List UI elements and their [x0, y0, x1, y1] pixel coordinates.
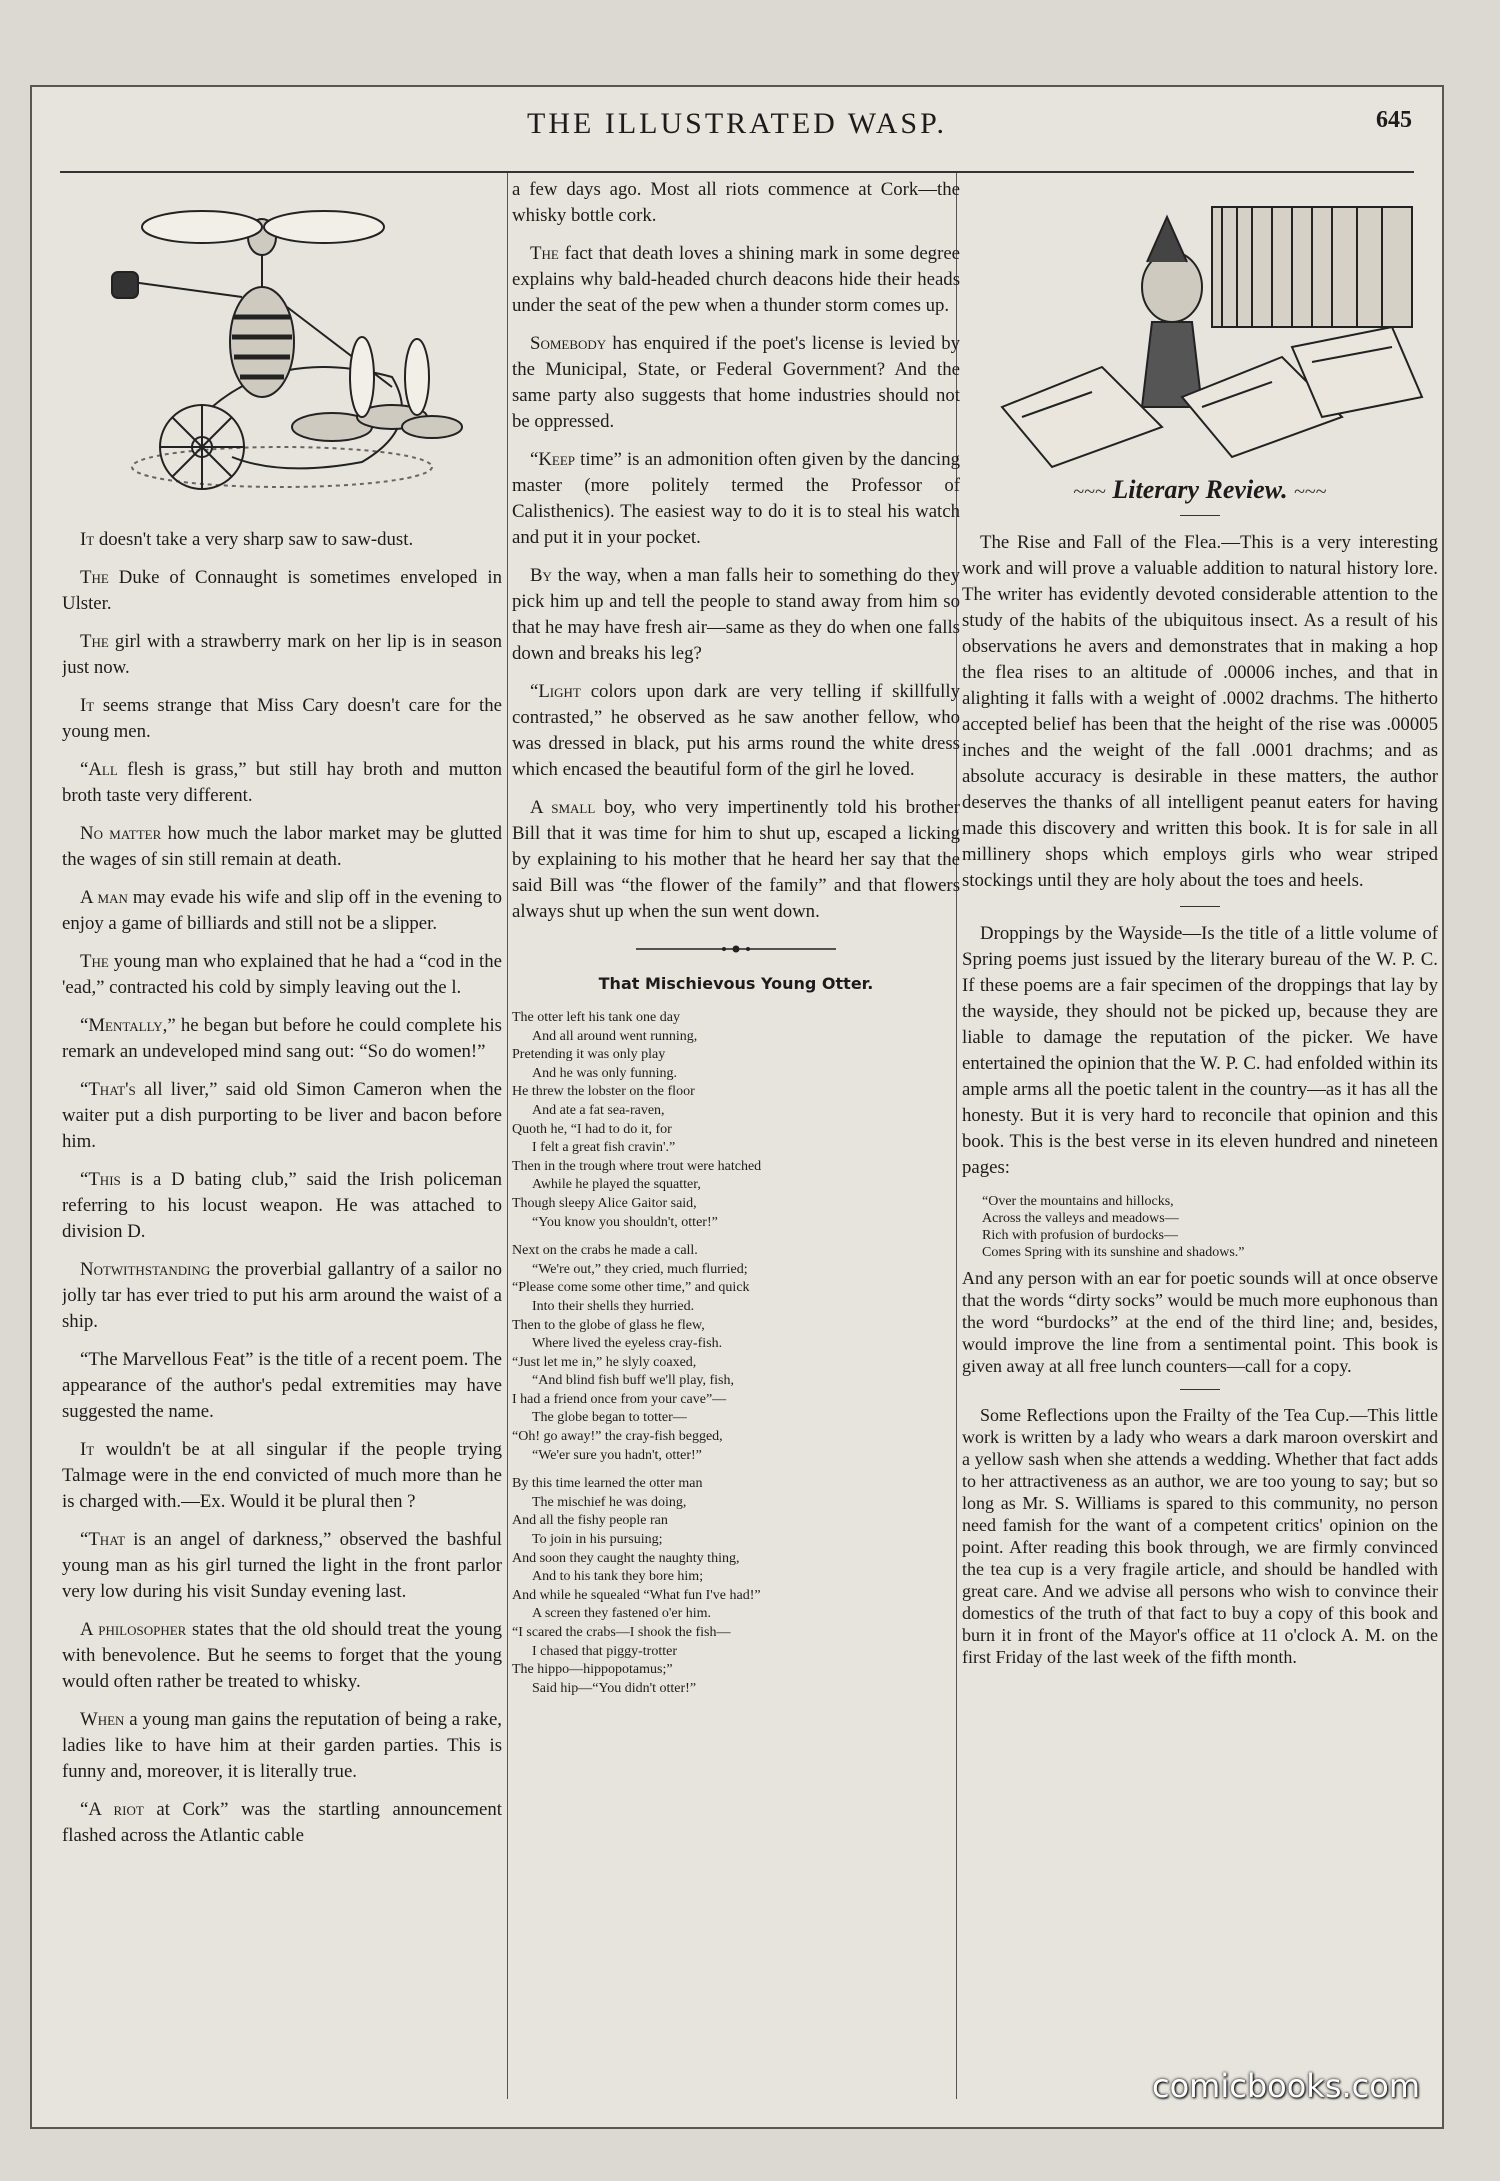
poem-line: Where lived the eyeless cray-fish. — [532, 1336, 723, 1352]
paragraph: No matter how much the labor market may be glutted the wages of sin still remain at death. — [62, 823, 502, 870]
poem-line: I chased that piggy-trotter — [532, 1643, 678, 1659]
poem-line: Quoth he, “I had to do it, for — [512, 1121, 672, 1137]
poem-line: “Just let me in,” he slyly coaxed, — [512, 1354, 697, 1370]
review-paragraph: Some Reflections upon the Frailty of the Tea Cup.—This little work is written by a lady who wears a dark maroon overskirt and a yellow sash when she attends a wedding. Whether that fact adds to her attractiveness as an author, we are too young to say; but so long as Mr. S. Williams is spared to this community, no person need famish for the want of a competent critics' opinion on the point. After reading this book through, we are firmly convinced the tea cup is a very fragile article, and should be handled with great care. And we advise all persons who wish to convince their domestics of the truth of that fact to buy a copy of this book and burn it in front of the Mayor's office at 11 o'clock A. M. on the first Friday of the last week of the fifth month. — [962, 1405, 1438, 1667]
paragraph: “That's all liver,” said old Simon Cameron when the waiter put a dish purporting to be liver and bacon before him. — [62, 1079, 502, 1152]
poem-line: “We'er sure you hadn't, otter!” — [532, 1447, 702, 1463]
section-title: ~~~ Literary Review. ~~~ — [1073, 475, 1327, 504]
poem-line: Into their shells they hurried. — [532, 1298, 695, 1314]
column-1 — [62, 177, 502, 2107]
paragraph: The girl with a strawberry mark on her lip is in season just now. — [62, 631, 502, 678]
poem-line: “Please come some other time,” and quick — [512, 1280, 750, 1296]
short-rule — [1180, 1389, 1220, 1390]
wasp-chariot-illustration — [62, 177, 502, 527]
paragraph: The young man who explained that he had a “cod in the 'ead,” contracted his cold by simply leaving out the l. — [62, 951, 502, 998]
short-rule — [1180, 906, 1220, 907]
poem-line: And while he squealed “What fun I've had!” — [512, 1587, 761, 1603]
paragraph: “A riot at Cork” was the startling announcement flashed across the Atlantic cable — [62, 1799, 502, 1846]
poem-line: Said hip—“You didn't otter!” — [532, 1680, 697, 1696]
paragraph: Notwithstanding the proverbial gallantry of a sailor no jolly tar has ever tried to put his arm around the waist of a ship. — [62, 1259, 502, 1332]
paragraph: “Keep time” is an admonition often given by the dancing master (more politely termed the Professor of Calisthenics). The easiest way to do it is to steal his watch and put it in your pocket. — [512, 449, 960, 548]
paragraph: It wouldn't be at all singular if the people trying Talmage were in the end convicted of much more than he is charged with.—Ex. Would it be plural then ? — [62, 1439, 502, 1512]
ornament-divider — [512, 937, 960, 963]
paragraph: “That is an angel of darkness,” observed the bashful young man as his girl turned the light in the front parlor very low during his visit Sunday evening last. — [62, 1529, 502, 1602]
paragraph: The Duke of Connaught is sometimes enveloped in Ulster. — [62, 567, 502, 614]
poem-line: The mischief he was doing, — [532, 1494, 687, 1510]
poem-line: The otter left his tank one day — [512, 1010, 680, 1025]
flourish-right-icon: ~~~ — [1294, 481, 1327, 503]
header-rule — [60, 171, 1414, 173]
paragraph: “All flesh is grass,” but still hay broth and mutton broth taste very different. — [62, 759, 502, 806]
poem-line: And he was only funning. — [532, 1065, 678, 1081]
review-paragraph: And any person with an ear for poetic sounds will at once observe that the words “dirty socks” would be much more euphonous than the word “burdocks” at the end of the third line; and, besides, would improve the line from a sentimental point. This book is given away at all free lunch counters—call for a copy. — [962, 1268, 1438, 1376]
column-2 — [512, 177, 960, 2107]
poem-line: Then to the globe of glass he flew, — [512, 1317, 705, 1333]
paragraph: Somebody has enquired if the poet's license is levied by the Municipal, State, or Federal Government? And the same party also suggests that home industries should not be oppressed. — [512, 333, 960, 432]
poem — [512, 1009, 960, 1698]
paragraph: “Light colors upon dark are very telling if skillfully contrasted,” he observed as he saw another fellow, who was dressed in black, put his arms round the white dress which encased the beautiful form of the girl he loved. — [512, 681, 960, 780]
poem-line: “Oh! go away!” the cray-fish begged, — [512, 1429, 723, 1445]
paragraph: “Mentally,” he began but before he could complete his remark an undeveloped mind sang out: “So do women!” — [62, 1015, 502, 1062]
paragraph: “This is a D bating club,” said the Irish policeman referring to his locust weapon. He was attached to division D. — [62, 1169, 502, 1242]
paragraph: By the way, when a man falls heir to something do they pick him up and tell the people to stand away from him so that he may have fresh air—same as they do when one falls down and breaks his leg? — [512, 565, 960, 664]
poem-line: Next on the crabs he made a call. — [512, 1243, 698, 1259]
gnome-books-illustration — [962, 177, 1438, 477]
poem-line: Though sleepy Alice Gaitor said, — [512, 1195, 697, 1211]
paragraph: When a young man gains the reputation of being a rake, ladies like to have him at their garden parties. This is funny and, moreover, it is literally true. — [62, 1709, 502, 1782]
poem-line: And all the fishy people ran — [512, 1513, 668, 1529]
poem-line: Pretending it was only play — [512, 1047, 666, 1063]
poem-line: Then in the trough where trout were hatched — [512, 1158, 762, 1174]
poem-line: And all around went running, — [532, 1028, 698, 1044]
poem-line: “You know you shouldn't, otter!” — [532, 1214, 718, 1230]
poem-line: And ate a fat sea-raven, — [532, 1102, 665, 1118]
paragraph: “The Marvellous Feat” is the title of a recent poem. The appearance of the author's pedal extremities may have suggested the name. — [62, 1349, 502, 1422]
poem-stanza — [512, 1242, 960, 1465]
poem-line: And soon they caught the naughty thing, — [512, 1550, 740, 1566]
paragraph: a few days ago. Most all riots commence at Cork—the whisky bottle cork. — [512, 179, 960, 226]
poem-stanza — [512, 1009, 960, 1232]
poem-line: “And blind fish buff we'll play, fish, — [532, 1373, 734, 1389]
poem-line: A screen they fastened o'er him. — [532, 1606, 712, 1622]
poem-line: He threw the lobster on the floor — [512, 1084, 695, 1100]
poem-line: I had a friend once from your cave”— — [512, 1391, 727, 1407]
poem-line: Awhile he played the squatter, — [532, 1177, 701, 1193]
poem-line: By this time learned the otter man — [512, 1476, 703, 1492]
poem-line: “I scared the crabs—I shook the fish— — [512, 1625, 731, 1640]
poem-line: The hippo—hippopotamus;” — [512, 1662, 673, 1678]
column-rule — [507, 173, 508, 2099]
newspaper-page — [30, 85, 1444, 2129]
watermark: comicbooks.com — [1151, 2067, 1420, 2105]
quoted-verse: “Over the mountains and hillocks, Across the valleys and meadows— Rich with profusion of burdocks— Comes Spring with its sunshine and shadows.” — [982, 1194, 1245, 1260]
poem-line: I felt a great fish cravin'.” — [532, 1140, 676, 1156]
review-paragraph: Droppings by the Wayside—Is the title of a little volume of Spring poems just issued by the literary bureau of the W. P. C. If these poems are a fair specimen of the droppings that lay by the wayside, they should not be picked up, because they are liable to damage the reputation of the picker. We have entertained the opinion that the W. P. C. had enfolded within its ample arms all the poetic talent in the country—as it has all the honesty. But it is very hard to reconcile that opinion and this book. This is the best verse in its eleven hundred and nineteen pages: — [962, 923, 1438, 1178]
poem-stanza — [512, 1475, 960, 1698]
poem-title: That Mischievous Young Otter. — [598, 974, 874, 993]
short-rule — [1180, 515, 1220, 516]
page-header — [32, 107, 1442, 151]
paragraph: A man may evade his wife and slip off in the evening to enjoy a game of billiards and still not be a slipper. — [62, 887, 502, 934]
poem-line: And to his tank they bore him; — [532, 1569, 704, 1585]
paragraph: It doesn't take a very sharp saw to saw-dust. — [80, 529, 414, 550]
review-paragraph: The Rise and Fall of the Flea.—This is a very interesting work and will prove a valuable addition to natural history lore. The writer has evidently devoted considerable attention to the study of the habits of the ubiquitous insect. As a result of his observations he avers and demonstrates that in making a hop the flea rises to an altitude of .00006 inches, and that in alighting it falls with a weight of .0002 drachms. The hitherto accepted belief has been that the height of the rise was .00005 inches and the weight of the fall .0001 drachms; and as absolute accuracy is desirable in these matters, the author deserves the thanks of all intelligent peanut eaters for having made this discovery and written this book. It is for sale in all millinery shops which employs girls who wear striped stockings until they are holy about the toes and heels. — [962, 532, 1438, 891]
flourish-left-icon: ~~~ — [1073, 481, 1106, 503]
poem-line: To join in his pursuing; — [532, 1532, 663, 1548]
paragraph: The fact that death loves a shining mark in some degree explains why bald-headed church deacons hide their heads under the seat of the pew when a thunder storm comes up. — [512, 243, 960, 316]
masthead-title: THE ILLUSTRATED WASP. — [527, 107, 947, 140]
poem-line: The globe began to totter— — [532, 1410, 687, 1426]
page-number: 645 — [1376, 107, 1412, 133]
column-3 — [962, 177, 1438, 2107]
paragraph: It seems strange that Miss Cary doesn't care for the young men. — [62, 695, 502, 742]
paragraph: A philosopher states that the old should treat the young with benevolence. But he seems to forget that the young would often rather be treated to whisky. — [62, 1619, 502, 1692]
poem-line: “We're out,” they cried, much flurried; — [532, 1261, 748, 1277]
paragraph: A small boy, who very impertinently told his brother Bill that it was time for him to shut up, escaped a licking by explaining to his mother that he heard her say that the said Bill was “the flower of the family” and that flowers always shut up when the sun went down. — [512, 797, 960, 922]
